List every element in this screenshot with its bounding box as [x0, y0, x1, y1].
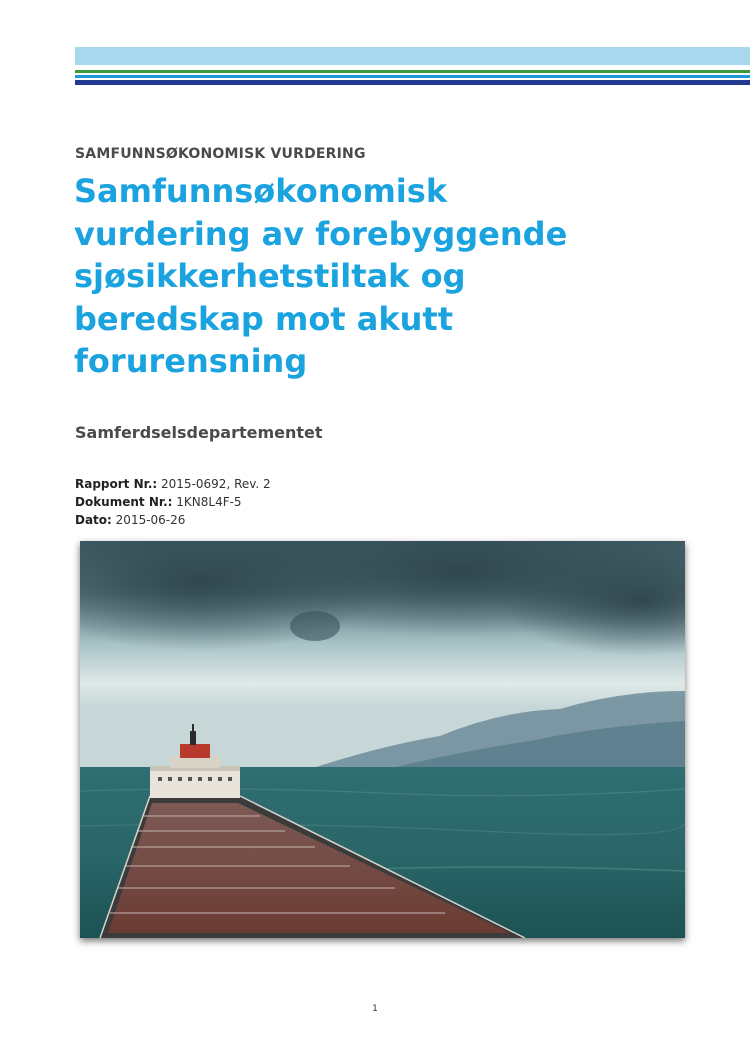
date-label: Dato: — [75, 513, 112, 527]
title-line: sjøsikkerhetstiltak og — [74, 257, 466, 295]
report-number-label: Rapport Nr.: — [75, 477, 158, 491]
report-meta — [75, 475, 271, 529]
date-row — [75, 511, 271, 529]
ship-at-sea-image — [80, 541, 685, 938]
title-line: forurensning — [74, 342, 308, 380]
client-name: Samferdselsdepartementet — [75, 423, 323, 442]
document-number-value: 1KN8L4F-5 — [176, 495, 242, 509]
date-value: 2015-06-26 — [115, 513, 186, 527]
header-band-light — [75, 47, 750, 65]
title-line: beredskap mot akutt — [74, 299, 453, 338]
document-title — [74, 170, 694, 383]
header-stripe-blue — [75, 75, 750, 78]
report-number-row — [75, 475, 271, 493]
title-line: Samfunnsøkonomisk — [74, 172, 448, 210]
page-number: 1 — [372, 1004, 378, 1014]
header-stripe-green — [75, 70, 750, 73]
title-line: vurdering av forebyggende — [74, 214, 568, 253]
document-number-label: Dokument Nr.: — [75, 495, 173, 509]
header-stripe-navy — [75, 80, 750, 85]
category-label: SAMFUNNSØKONOMISK VURDERING — [75, 146, 366, 162]
report-number-value: 2015-0692, Rev. 2 — [161, 477, 271, 491]
document-number-row — [75, 493, 271, 511]
cover-photo — [80, 541, 685, 938]
